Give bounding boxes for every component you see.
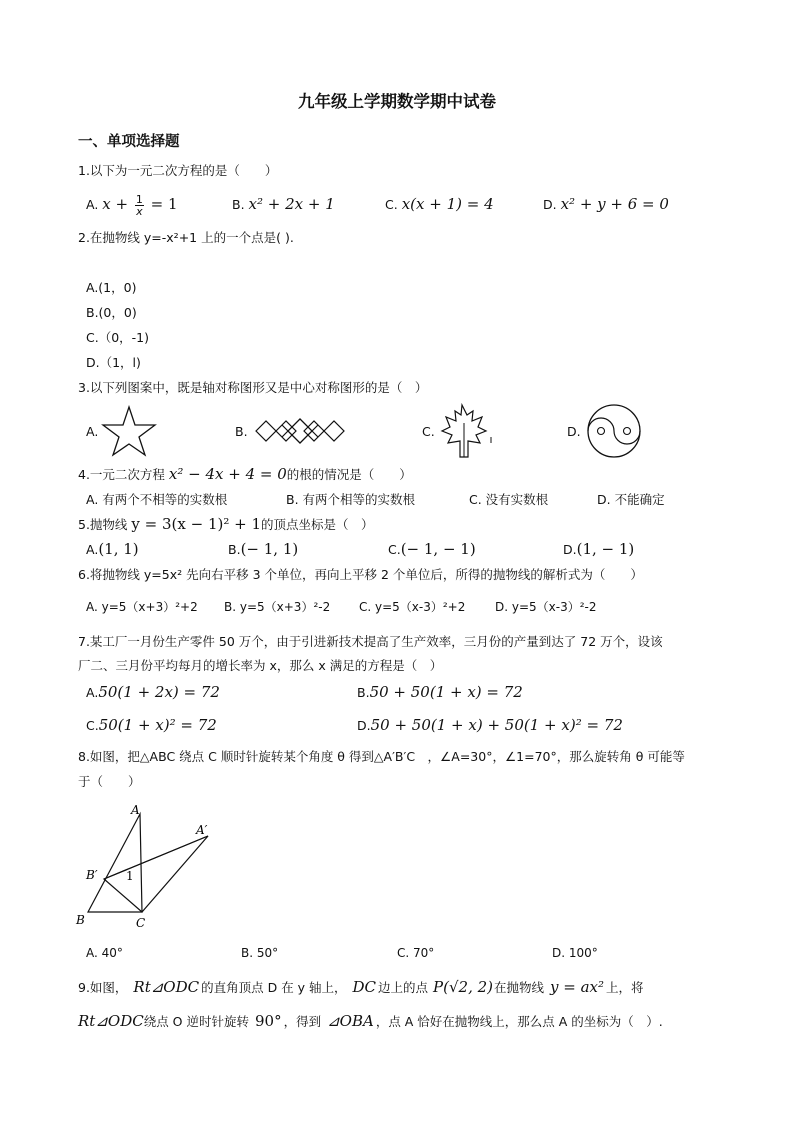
- option-label: C.: [388, 542, 401, 557]
- q4-option-b[interactable]: B. 有两个相等的实数根: [286, 492, 416, 507]
- q6-option-a[interactable]: A. y=5（x+3）²+2: [86, 600, 198, 614]
- knot-figure: [252, 413, 348, 449]
- q3-option-d[interactable]: D.: [567, 424, 581, 439]
- label-B-prime: B′: [86, 868, 98, 882]
- label-A-prime: A′: [196, 823, 208, 837]
- triangle-abc: [88, 814, 142, 912]
- math-text: (1, 1): [98, 540, 139, 558]
- q3-option-a[interactable]: A.: [86, 424, 99, 439]
- option-label: C.: [385, 197, 398, 212]
- q7-stem-line1: 7.某工厂一月份生产零件 50 万个，由于引进新技术提高了生产效率，三月份的产量到达了 72 万个，设该: [78, 634, 663, 649]
- q5-option-c[interactable]: [388, 541, 476, 558]
- q2-stem: 2.在抛物线 y=-x²+1 上的一个点是( ).: [78, 230, 294, 245]
- stem-text: 在抛物线: [494, 980, 545, 995]
- q4-stem: [78, 466, 412, 483]
- q9-stem-line1: [78, 979, 644, 996]
- stem-text: 绕点 O 逆时针旋转: [143, 1014, 249, 1029]
- stem-text: ，得到: [283, 1014, 322, 1029]
- q4-option-c[interactable]: C. 没有实数根: [469, 492, 549, 507]
- math-text: 50 + 50(1 + x) = 72: [369, 683, 523, 701]
- math-text: 50 + 50(1 + x) + 50(1 + x)² = 72: [370, 716, 623, 734]
- q6-option-c[interactable]: C. y=5（x-3）²+2: [359, 600, 466, 614]
- math-text: x(x + 1) = 4: [401, 195, 494, 213]
- q1-option-b[interactable]: [232, 196, 335, 213]
- q1-option-a[interactable]: [86, 194, 178, 217]
- q7-option-c[interactable]: [86, 717, 217, 734]
- option-label: C.: [86, 718, 99, 733]
- q8-stem-line1: 8.如图，把△ABC 绕点 C 顺时针旋转某个角度 θ 得到△A′B′C ，∠A=30°，∠1=70°，那么旋转角 θ 可能等: [78, 749, 685, 764]
- maple-leaf-figure: [440, 403, 496, 459]
- label-A: A: [131, 803, 140, 817]
- option-label: A.: [86, 197, 99, 212]
- q5-stem: [78, 516, 374, 533]
- q7-stem-line2: 厂二、三月份平均每月的增长率为 x，那么 x 满足的方程是（ ）: [78, 658, 443, 673]
- math-text: = 1: [145, 195, 178, 213]
- stem-text: 4.一元二次方程: [78, 467, 169, 482]
- label-angle-1: 1: [126, 869, 134, 883]
- q3-option-b[interactable]: B.: [235, 424, 248, 439]
- q4-option-d[interactable]: D. 不能确定: [597, 492, 665, 507]
- stem-text: 上，将: [606, 980, 644, 995]
- q8-option-d[interactable]: D. 100°: [552, 946, 598, 960]
- q8-option-b[interactable]: B. 50°: [241, 946, 279, 960]
- q1-stem: 1.以下为一元二次方程的是（ ）: [78, 163, 278, 178]
- q8-stem-line2: 于（ ）: [78, 774, 141, 789]
- q1-option-c[interactable]: [385, 196, 494, 213]
- fraction-numerator: 1: [135, 193, 143, 206]
- q6-option-d[interactable]: D. y=5（x-3）²-2: [495, 600, 597, 614]
- option-label: B.: [232, 197, 245, 212]
- fraction: [135, 194, 144, 217]
- math-text: x +: [102, 195, 133, 213]
- math-text: y = 3(x − 1)² + 1: [131, 515, 262, 533]
- q5-option-d[interactable]: [563, 541, 634, 558]
- triangle-a2b2c: [104, 836, 208, 912]
- math-text: 50(1 + x)² = 72: [98, 716, 217, 734]
- option-label: D.: [543, 197, 557, 212]
- option-label: A.: [86, 542, 99, 557]
- q3-option-c[interactable]: C.: [422, 424, 435, 439]
- stem-text: 的直角顶点 D 在 y 轴上，: [201, 980, 347, 995]
- stem-text: 的顶点坐标是（ ）: [261, 517, 374, 532]
- taiji-figure: [585, 402, 643, 460]
- q6-stem: 6.将抛物线 y=5x² 先向右平移 3 个单位，再向上平移 2 个单位后，所得的抛物线的解析式为（ ）: [78, 567, 643, 582]
- star-figure: [100, 405, 158, 457]
- math-text: (− 1, 1): [240, 540, 299, 558]
- q7-option-d[interactable]: [357, 717, 623, 734]
- math-text: ⊿OBA: [327, 1012, 374, 1030]
- q2-option-c[interactable]: C.（0，-1): [86, 330, 149, 345]
- math-text: 90°: [254, 1012, 282, 1030]
- stem-text: 的根的情况是（ ）: [286, 467, 412, 482]
- q5-option-b[interactable]: [228, 541, 298, 558]
- segment-b2a2: [104, 836, 208, 879]
- math-text: P(√2, 2): [433, 978, 494, 996]
- q2-option-d[interactable]: D.（1，l): [86, 355, 141, 370]
- q9-stem-line2: [78, 1013, 663, 1030]
- q7-option-a[interactable]: [86, 684, 220, 701]
- stem-text: ，点 A 恰好在抛物线上，那么点 A 的坐标为（ ）.: [375, 1014, 663, 1029]
- math-text: y = ax²: [550, 978, 605, 996]
- q4-option-a[interactable]: A. 有两个不相等的实数根: [86, 492, 228, 507]
- label-C: C: [136, 916, 146, 930]
- math-text: Rt⊿ODC: [78, 1012, 144, 1030]
- q6-option-b[interactable]: B. y=5（x+3）²-2: [224, 600, 331, 614]
- q1-option-d[interactable]: [543, 196, 669, 213]
- option-label: B.: [357, 685, 370, 700]
- rotation-triangle-figure: [74, 800, 224, 935]
- q7-option-b[interactable]: [357, 684, 523, 701]
- q8-option-a[interactable]: A. 40°: [86, 946, 123, 960]
- math-text: x² − 4x + 4 = 0: [168, 465, 287, 483]
- q8-option-c[interactable]: C. 70°: [397, 946, 435, 960]
- math-text: x² + y + 6 = 0: [560, 195, 669, 213]
- math-text: 50(1 + 2x) = 72: [98, 683, 220, 701]
- stem-text: 5.抛物线: [78, 517, 132, 532]
- math-text: (− 1, − 1): [400, 540, 476, 558]
- q3-stem: 3.以下列图案中，既是轴对称图形又是中心对称图形的是（ ）: [78, 380, 428, 395]
- q2-option-a[interactable]: A.(1，0): [86, 280, 137, 295]
- q2-option-b[interactable]: B.(0，0): [86, 305, 137, 320]
- math-text: (1, − 1): [576, 540, 635, 558]
- q5-option-a[interactable]: [86, 541, 139, 558]
- stem-text: 9.如图，: [78, 980, 128, 995]
- option-label: A.: [86, 685, 99, 700]
- page-title: 九年级上学期数学期中试卷: [298, 92, 496, 111]
- math-text: Rt⊿ODC: [133, 978, 200, 996]
- stem-text: 边上的点: [378, 980, 429, 995]
- option-label: D.: [563, 542, 577, 557]
- fraction-denominator: x: [136, 205, 143, 218]
- math-text: DC: [352, 978, 377, 996]
- option-label: D.: [357, 718, 371, 733]
- label-B: B: [76, 913, 85, 927]
- section-heading: 一、单项选择题: [78, 134, 180, 150]
- math-text: x² + 2x + 1: [248, 195, 335, 213]
- option-label: B.: [228, 542, 241, 557]
